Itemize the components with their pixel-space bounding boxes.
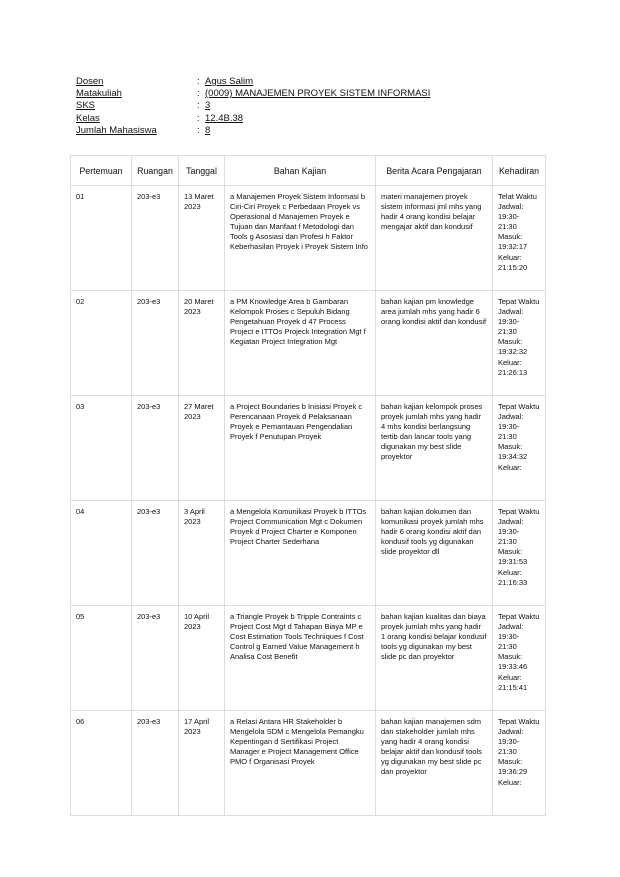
cell-ruangan: 203-e3 xyxy=(132,396,179,501)
column-header-ruangan: Ruangan xyxy=(132,156,179,186)
cell-kehadiran: Telat Waktu Jadwal: 19:30- 21:30 Masuk: 19:32:17 Keluar: 21:15:20 xyxy=(493,186,546,291)
column-header-berita-acara: Berita Acara Pengajaran xyxy=(376,156,493,186)
cell-pertemuan: 01 xyxy=(71,186,132,291)
cell-bahan-kajian: a Mengelola Komunikasi Proyek b ITTOs Project Communication Mgt c Dokumen Proyek d Project Charter e Komponen Project Charter Sederhana xyxy=(225,501,376,606)
cell-tanggal: 13 Maret 2023 xyxy=(179,186,225,291)
cell-ruangan: 203-e3 xyxy=(132,291,179,396)
cell-kehadiran: Tepat Waktu Jadwal: 19:30- 21:30 Masuk: 19:36:29 Keluar: xyxy=(493,711,546,816)
info-separator: : xyxy=(197,112,200,124)
info-separator: : xyxy=(197,124,200,136)
cell-berita-acara: bahan kajian manajemen sdm dan stakeholder jumlah mhs yang hadir 4 orang kondisi belajar aktif dan kondusif tools yg digunakan my best slide pc dan proyektor xyxy=(376,711,493,816)
cell-berita-acara: bahan kajian dokumen dan komunikasi proyek jumlah mhs hadir 6 orang kondisi aktif dan kondusif tools yg digunakan slide proyektor dll xyxy=(376,501,493,606)
cell-kehadiran: Tepat Waktu Jadwal: 19:30- 21:30 Masuk: 19:32:32 Keluar: 21:26:13 xyxy=(493,291,546,396)
cell-berita-acara: materi manajemen proyek sistem informasi jml mhs yang hadir 4 orang kondisi belajar mengajar aktif dan kondusif xyxy=(376,186,493,291)
info-label: Kelas xyxy=(76,112,100,124)
info-row-kelas xyxy=(76,113,430,125)
cell-pertemuan: 04 xyxy=(71,501,132,606)
info-row-dosen xyxy=(76,76,430,88)
cell-pertemuan: 05 xyxy=(71,606,132,711)
cell-kehadiran: Tepat Waktu Jadwal: 19:30- 21:30 Masuk: 19:34:32 Keluar: xyxy=(493,396,546,501)
cell-bahan-kajian: a Relasi Antara HR Stakeholder b Mengelola SDM c Mengelola Pemangku Kepentingan d Sertifikasi Project Manager e Project Management Office PMO f Organisasi Proyek xyxy=(225,711,376,816)
attendance-table xyxy=(70,155,546,816)
table-row xyxy=(71,186,546,291)
info-separator: : xyxy=(197,100,200,112)
info-label: Dosen xyxy=(76,76,104,87)
cell-bahan-kajian: a PM Knowledge Area b Gambaran Kelompok Proses c Sepuluh Bidang Pengetahuan Proyek d 47 Process Project e ITTOs Projeck Integration Mgt f Kegiatan Project Integration Mgt xyxy=(225,291,376,396)
info-value: Agus Salim xyxy=(205,76,254,87)
cell-berita-acara: bahan kajian kualitas dan biaya proyek jumlah mhs yang hadir 1 orang kondisi belajar kondusif tools yg digunakan my best slide pc dan proyektor xyxy=(376,606,493,711)
info-separator: : xyxy=(197,76,200,87)
cell-ruangan: 203-e3 xyxy=(132,606,179,711)
info-separator: : xyxy=(197,88,200,100)
info-label: Matakuliah xyxy=(76,88,122,100)
cell-bahan-kajian: a Triangle Proyek b Tripple Contraints c Project Cost Mgt d Tahapan Biaya MP e Cost Estimation Tools Techniques f Cost Control g Earned Value Management h Analisa Cost Benefit xyxy=(225,606,376,711)
cell-berita-acara: bahan kajian pm knowledge area jumlah mhs yang hadir 6 orang kondisi aktif dan kondusif xyxy=(376,291,493,396)
info-row-matakuliah xyxy=(76,88,430,100)
cell-tanggal: 3 April 2023 xyxy=(179,501,225,606)
course-info xyxy=(76,76,430,137)
table-header-row xyxy=(71,156,546,186)
table-row xyxy=(71,396,546,501)
cell-bahan-kajian: a Manajemen Proyek Sistem Informasi b Ciri-Ciri Proyek c Perbedaan Proyek vs Operasional d Manajemen Proyek e Tujuan dan Manfaat f Metodologi dan Tools g Asosiasi dan Profesi h Faktor Keberhasilan Proyek i Proyek Sistem Info xyxy=(225,186,376,291)
info-value: 12.4B.38 xyxy=(205,112,244,124)
cell-tanggal: 27 Maret 2023 xyxy=(179,396,225,501)
cell-tanggal: 10 April 2023 xyxy=(179,606,225,711)
info-row-sks xyxy=(76,100,430,112)
cell-tanggal: 17 April 2023 xyxy=(179,711,225,816)
info-value: 8 xyxy=(205,124,211,136)
cell-kehadiran: Tepat Waktu Jadwal: 19:30- 21:30 Masuk: 19:33:46 Keluar: 21:15:41 xyxy=(493,606,546,711)
cell-bahan-kajian: a Project Boundaries b Inisiasi Proyek c Perencanaan Proyek d Pelaksanaan Proyek e Pemantauan Pengendalian Proyek f Penutupan Proyek xyxy=(225,396,376,501)
cell-berita-acara: bahan kajian kelompok proses proyek jumlah mhs yang hadir 4 mhs kondisi berlangsung tertib dan lancar tools yang digunakan my best slide proyektor xyxy=(376,396,493,501)
table-row xyxy=(71,711,546,816)
cell-ruangan: 203-e3 xyxy=(132,186,179,291)
cell-tanggal: 20 Maret 2023 xyxy=(179,291,225,396)
cell-ruangan: 203-e3 xyxy=(132,501,179,606)
column-header-kehadiran: Kehadiran xyxy=(493,156,546,186)
table-row xyxy=(71,291,546,396)
info-row-jumlah-mahasiswa xyxy=(76,125,430,137)
info-value: 3 xyxy=(205,100,211,112)
cell-kehadiran: Tepat Waktu Jadwal: 19:30- 21:30 Masuk: 19:31:53 Keluar: 21:16:33 xyxy=(493,501,546,606)
column-header-pertemuan: Pertemuan xyxy=(71,156,132,186)
cell-ruangan: 203-e3 xyxy=(132,711,179,816)
info-label: SKS xyxy=(76,100,96,112)
column-header-tanggal: Tanggal xyxy=(179,156,225,186)
cell-pertemuan: 06 xyxy=(71,711,132,816)
table-row xyxy=(71,606,546,711)
info-label: Jumlah Mahasiswa xyxy=(76,124,157,136)
cell-pertemuan: 02 xyxy=(71,291,132,396)
cell-pertemuan: 03 xyxy=(71,396,132,501)
info-value: (0009) MANAJEMEN PROYEK SISTEM INFORMASI xyxy=(205,88,431,100)
table-row xyxy=(71,501,546,606)
column-header-bahan-kajian: Bahan Kajian xyxy=(225,156,376,186)
